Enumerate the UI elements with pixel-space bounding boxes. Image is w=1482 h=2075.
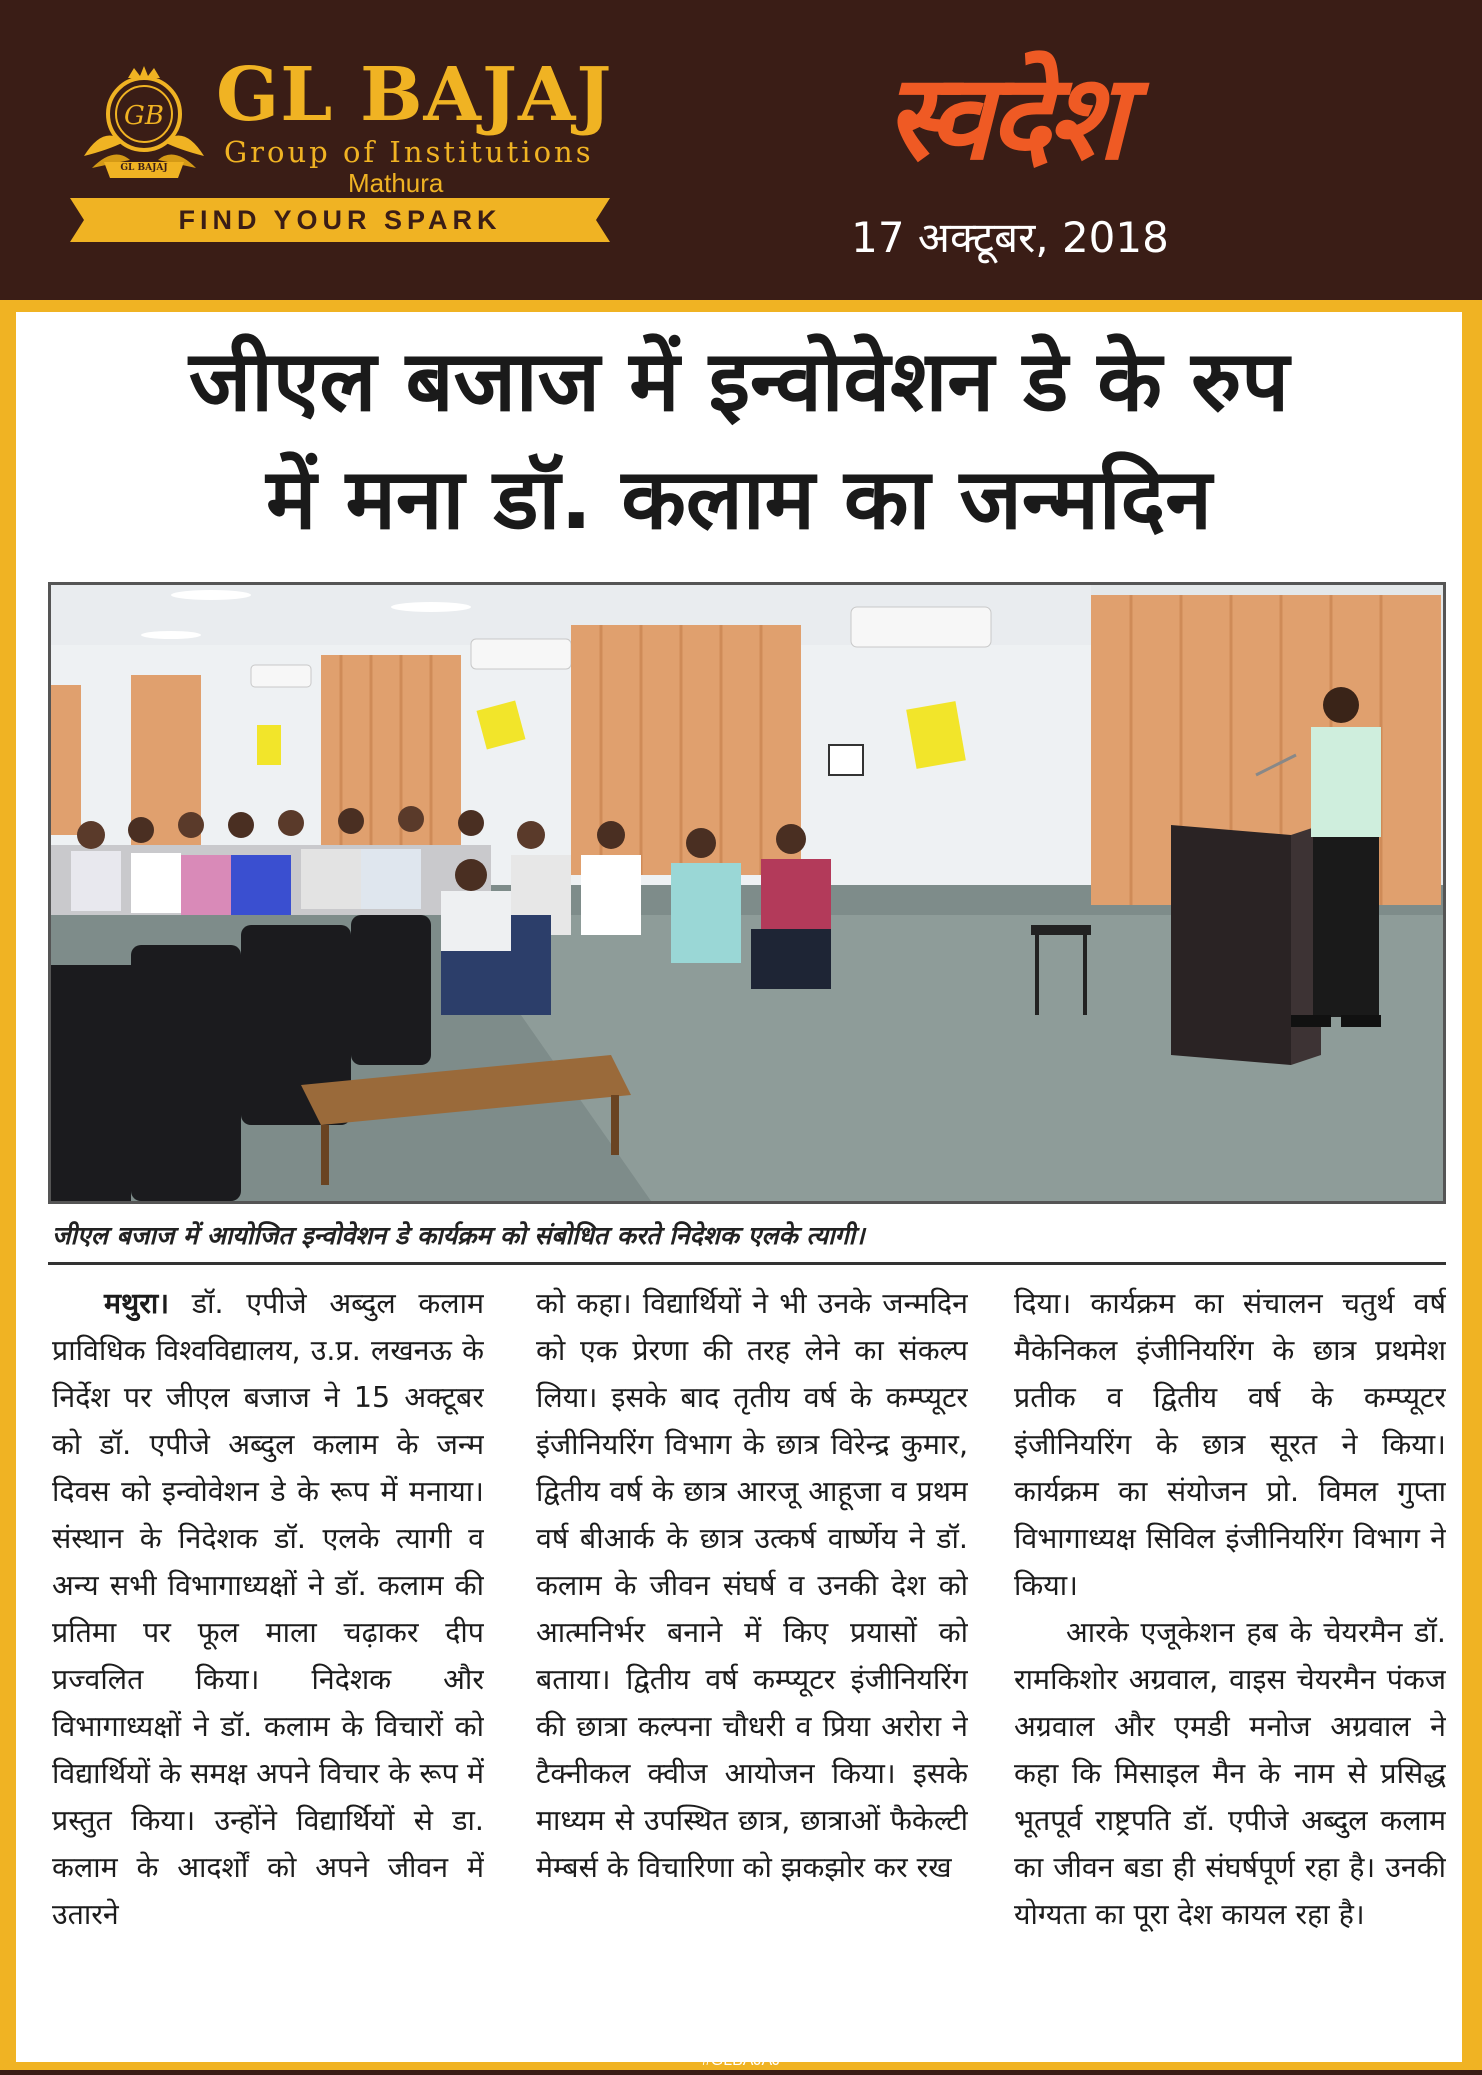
article-column-1 [52, 1280, 484, 2050]
newspaper-clipping [16, 312, 1462, 2062]
tagline-text: FIND YOUR SPARK [178, 205, 502, 235]
publication-date: 17 अक्टूबर, 2018 [851, 213, 1169, 262]
header-band [0, 0, 1482, 300]
headline-line-2: में मना डॉ. कलाम का जन्मदिन [266, 450, 1212, 548]
column-1-paragraph [52, 1280, 484, 1938]
column-3-paragraph-2: आरके एजूकेशन हब के चेयरमैन डॉ. रामकिशोर अग्रवाल, वाइस चेयरमैन पंकज अग्रवाल और एमडी मनोज अग्रवाल ने कहा कि मिसाइल मैन के नाम से प्रसिद्ध भूतपूर्व राष्ट्रपति डॉ. एपीजे अब्दुल कलाम का जीवन बडा ही संघर्षपूर्ण रहा है। उनकी योग्यता का पूरा देश कायल रहा है। [1014, 1616, 1446, 1931]
article-headline [16, 322, 1462, 558]
column-3-paragraph-1: दिया। कार्यक्रम का संचालन चतुर्थ वर्ष मैकेनिकल इंजीनियरिंग के छात्र प्रथमेश प्रतीक व द्वितीय वर्ष के कम्प्यूटर इंजीनियरिंग के छात्र सूरत ने किया। कार्यक्रम का संयोजन प्रो. विमल गुप्ता विभागाध्यक्ष सिविल इंजीनियरिंग विभाग ने किया। [1014, 1287, 1446, 1602]
event-photo [48, 582, 1446, 1204]
svg-text:GB: GB [124, 101, 164, 131]
emblem-ribbon-text: GL BAJAJ [120, 163, 168, 173]
column-1-text: डॉ. एपीजे अब्दुल कलाम प्राविधिक विश्वविद्यालय, उ.प्र. लखनऊ के निर्देश पर जीएल बजाज ने 15 अक्टूबर को डॉ. एपीजे अब्दुल कलाम के जन्म दिवस को इन्वोवेशन डे के रूप में मनाया। संस्थान के निदेशक डॉ. एलके त्यागी व अन्य सभी विभागाध्यक्षों ने डॉ. कलाम की प्रतिमा पर फूल माला चढ़ाकर दीप प्रज्वलित किया। निदेशक और विभागाध्यक्षों ने डॉ. कलाम के विचारों को विद्यार्थियों के समक्ष अपने विचार के रूप में प्रस्तुत किया। उन्होंने विद्यार्थियों से डा. कलाम के आदर्शों को अपने जीवन में उतारने [52, 1287, 484, 1931]
caption-rule [48, 1262, 1446, 1265]
newspaper-masthead: स्वदेश [884, 48, 1124, 186]
brand-city: Mathura [348, 168, 444, 198]
photo-caption: जीएल बजाज में आयोजित इन्वोवेशन डे कार्यक्रम को संबोधित करते निदेशक एलके त्यागी। [52, 1221, 865, 1250]
article-column-3 [1014, 1280, 1446, 2050]
tagline-banner [70, 198, 610, 242]
column-2-paragraph: को कहा। विद्यार्थियों ने भी उनके जन्मदिन को एक प्रेरणा की तरह लेने का संकल्प लिया। इसके बाद तृतीय वर्ष के कम्प्यूटर इंजीनियरिंग विभाग के छात्र विरेन्द्र कुमार, द्वितीय वर्ष के छात्र आरजू आहूजा व प्रथम वर्ष बीआर्क के छात्र उत्कर्ष वार्ष्णेय ने डॉ. कलाम के जीवन संघर्ष व उनकी देश को आत्मनिर्भर बनाने में किए प्रयासों को बताया। द्वितीय वर्ष कम्प्यूटर इंजीनियरिंग की छात्रा कल्पना चौधरी व प्रिया अरोरा ने टैक्नीकल क्वीज आयोजन किया। इसके माध्यम से उपस्थित छात्र, छात्राओं फैकेल्टी मेम्बर्स के विचारिणा को झकझोर कर रख [536, 1287, 968, 1884]
crest-icon [74, 64, 214, 184]
dateline: मथुरा। [104, 1287, 170, 1320]
article-column-2 [536, 1280, 968, 2050]
brand-subtitle: Group of Institutions [224, 135, 594, 169]
brand-name: GL BAJAJ [216, 52, 613, 138]
footer-hashtag: #GLBAJAJ [701, 2052, 781, 2069]
headline-line-1: जीएल बजाज में इन्वोवेशन डे के रुप [188, 332, 1290, 430]
